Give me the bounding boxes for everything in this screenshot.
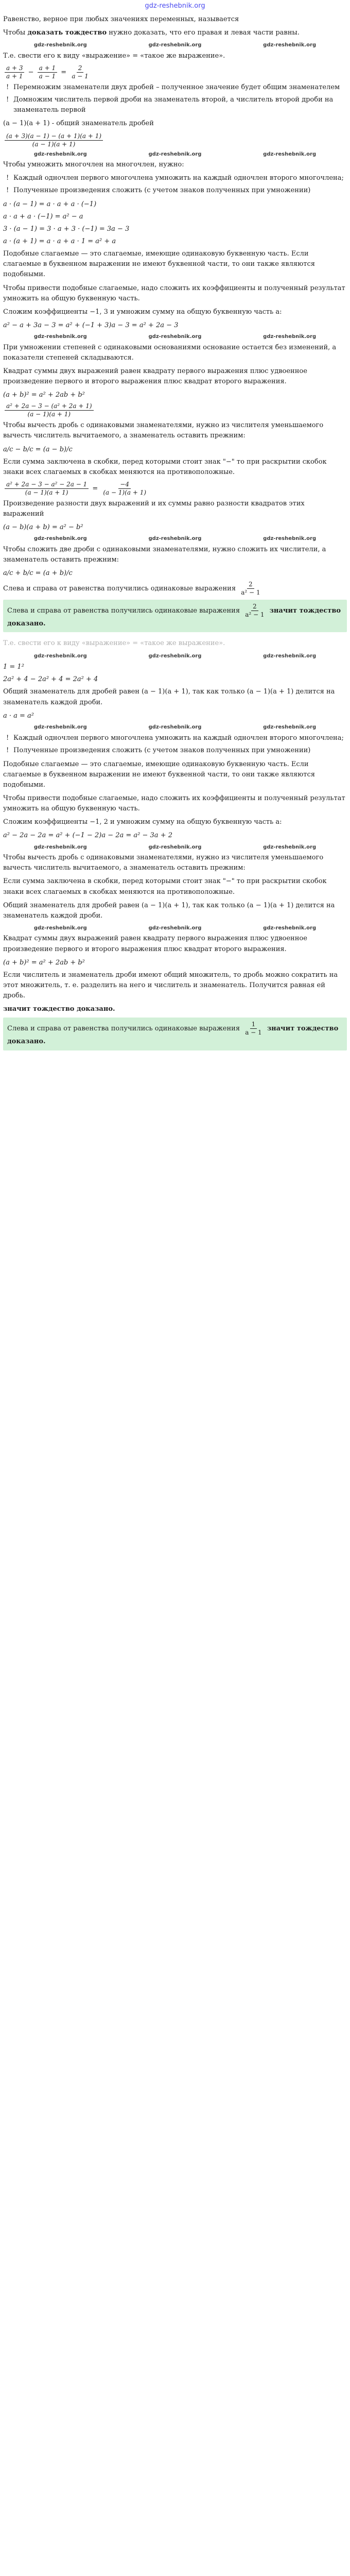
fraction <box>243 1021 263 1037</box>
difference-squares-rule: Произведение разности двух выражений и их суммы равно разности квадратов этих выражений <box>3 500 305 518</box>
difference-squares-formula: (a − b)(a + b) = a² − b² <box>3 523 83 532</box>
common-denominator-line: (a − 1)(a + 1) - общий знаменатель дробей <box>3 120 154 128</box>
list-item-text: Домножим числитель первой дроби на знаменатель второй, а числитель второй дроби на знаменатель первой <box>13 96 334 114</box>
paragraph: Чтобы вычесть дробь с одинаковыми знаменателями, нужно из числителя уменьшаемого вычесть числитель вычитаемого, а знаменатель оставить прежним: <box>3 854 324 872</box>
subtract-formula: a/c − b/c = (a − b)/c <box>3 445 73 453</box>
fraction <box>70 64 90 80</box>
math-line: 2a² + 4 − 2a² + 4 = 2a² + 4 <box>3 675 98 684</box>
watermark: gdz-reshebnik.org <box>263 925 317 931</box>
fraction-denominator: (a − 1)(a + 1) <box>103 489 147 496</box>
watermark: gdz-reshebnik.org <box>148 925 202 931</box>
proved-callout <box>3 600 347 632</box>
watermark: gdz-reshebnik.org <box>148 653 202 659</box>
fraction-numerator: 2 <box>247 581 254 589</box>
watermark-row <box>3 150 347 159</box>
similar-terms-paragraph: Подобные слагаемые — это слагаемые, имеющие одинаковую буквенную часть. Если слагаемые в буквенном выражении не имеют буквенной части, то они также являются подобными. <box>3 250 315 279</box>
watermark: gdz-reshebnik.org <box>33 536 87 542</box>
list-item <box>3 173 347 183</box>
math-line: (a + b)² = a² + 2ab + b² <box>3 958 85 967</box>
fraction <box>101 481 148 497</box>
callout-text: Слева и справа от равенства получились одинаковые выражения <box>7 1025 240 1033</box>
example-line: 3 · (a − 1) = 3 · a + 3 · (−1) = 3a − 3 <box>3 225 130 233</box>
watermark: gdz-reshebnik.org <box>263 844 317 850</box>
same-denominator-formula: a/c + b/c = (a + b)/c <box>3 569 73 578</box>
expression-fraction <box>3 132 347 148</box>
fraction-numerator: a² + 2a − 3 − (a² + 2a + 1) <box>5 402 94 411</box>
watermark: gdz-reshebnik.org <box>33 844 87 850</box>
intro-paragraph: Т.е. свести его к виду «выражение» = «такое же выражение». <box>3 639 225 648</box>
example-line: a · a + a · (−1) = a² − a <box>3 212 83 221</box>
math-line: 1 = 1² <box>3 663 24 671</box>
degree-note: При умножении степеней с одинаковыми основаниями основание остается без изменений, а показатели степеней складываются. <box>3 343 337 362</box>
watermark: gdz-reshebnik.org <box>33 653 87 659</box>
paragraph: Чтобы привести подобные слагаемые, надо сложить их коэффициенты и полученный результат умножить на общую буквенную часть. <box>3 794 345 813</box>
watermark: gdz-reshebnik.org <box>33 724 87 730</box>
fraction-denominator: a + 1 <box>6 73 23 80</box>
identity-equation: $\frac{a + 3}{a + 1}$ − $\frac{a + 1}{a - 1}$ = $\frac{2}{a - 1}$ <box>3 64 347 80</box>
watermark: gdz-reshebnik.org <box>148 844 202 850</box>
watermark: gdz-reshebnik.org <box>263 334 317 340</box>
fraction <box>5 132 103 148</box>
list-bullet-icon: ! <box>6 747 9 755</box>
watermark: gdz-reshebnik.org <box>33 925 87 931</box>
task-paragraph <box>3 28 347 38</box>
list-item-text: Полученные произведения сложить (с учетом знаков полученных при умножении) <box>13 187 311 195</box>
intro-paragraph <box>3 14 347 25</box>
paragraph: Если числитель и знаменатель дроби имеют общий множитель, то дробь можно сократить на этот множитель, т. е. разделить на него и числитель и знаменатель. Получится равная ей дробь. <box>3 971 338 1000</box>
proved-text: значит тождество доказано. <box>7 1025 339 1046</box>
watermark-row <box>3 924 347 933</box>
list-item <box>3 95 347 115</box>
solution-one <box>3 14 347 632</box>
watermark-row <box>3 843 347 852</box>
callout-text: Слева и справа от равенства получились одинаковые выражения <box>7 607 240 615</box>
fraction-denominator: a² − 1 <box>245 611 265 619</box>
list-bullet-icon: ! <box>6 187 9 195</box>
watermark: gdz-reshebnik.org <box>148 724 202 730</box>
fraction-denominator: (a − 1)(a + 1) <box>32 140 76 148</box>
multiply-intro: Чтобы умножить многочлен на многочлен, нужно: <box>3 161 184 169</box>
fraction-denominator: (a − 1)(a + 1) <box>27 411 71 418</box>
paragraph: Общий знаменатель для дробей равен (a − 1)(a + 1), так как только (a − 1)(a + 1) делится на знаменатель каждой дроби. <box>3 901 335 920</box>
proved-text: значит тождество доказано. <box>7 607 341 628</box>
fraction-denominator: a − 1 <box>72 73 89 80</box>
fraction <box>38 64 57 80</box>
math-line: a · a = a² <box>3 711 34 720</box>
paragraph: Общий знаменатель для дробей равен (a − 1)(a + 1), так как только (a − 1)(a + 1) делится на знаменатель каждой дроби. <box>3 688 335 706</box>
fraction <box>5 481 89 497</box>
conclusion-line <box>3 581 347 597</box>
fraction-denominator: a − 1 <box>245 1029 262 1037</box>
same-denominator-rule: Чтобы сложить две дроби с одинаковыми знаменателями, нужно сложить их числители, а знаменатель оставить прежним: <box>3 545 326 564</box>
fraction <box>243 603 266 619</box>
fraction-denominator: a − 1 <box>39 73 56 80</box>
list-bullet-icon: ! <box>6 83 9 92</box>
square-formula: (a + b)² = a² + 2ab + b² <box>3 391 85 399</box>
watermark: gdz-reshebnik.org <box>33 334 87 340</box>
watermark: gdz-reshebnik.org <box>148 334 202 340</box>
watermark-row <box>3 333 347 341</box>
list-item <box>3 185 347 196</box>
fraction-numerator: −4 <box>118 481 131 489</box>
list-item-text: Каждый одночлен первого многочлена умножить на каждый одночлен второго многочлена; <box>13 174 344 182</box>
bring-similar-paragraph: Чтобы привести подобные слагаемые, надо сложить их коэффициенты и полученный результат умножить на общую буквенную часть. <box>3 284 345 302</box>
conclusion-text: Слева и справа от равенства получились одинаковые выражения <box>3 585 236 593</box>
watermark-row <box>3 535 347 543</box>
intro2-paragraph: Т.е. свести его к виду «выражение» = «такое же выражение». <box>3 52 225 60</box>
list-item <box>3 82 347 93</box>
expansion-fraction <box>3 402 347 418</box>
task-bold-text: доказать тождество <box>27 29 107 37</box>
paragraph: значит тождество доказано. <box>3 1005 115 1013</box>
watermark-row <box>3 41 347 49</box>
math-line: a² − 2a − 2a = a² + (−1 − 2)a − 2a = a² − 3a + 2 <box>3 832 172 840</box>
watermark: gdz-reshebnik.org <box>263 653 317 659</box>
task-text-start: Чтобы <box>3 29 26 37</box>
list-item <box>3 733 347 743</box>
watermark: gdz-reshebnik.org <box>33 151 87 157</box>
paragraph: Квадрат суммы двух выражений равен квадрату первого выражения плюс удвоенное произведение первого и второго выражения плюс квадрат второго выражения. <box>3 935 307 953</box>
list-item-text: Перемножим знаменатели двух дробей – полученное значение будет общим знаменателем <box>13 83 340 92</box>
calculation-line: a² − a + 3a − 3 = a² + (−1 + 3)a − 3 = a² + 2a − 3 <box>3 321 179 329</box>
paragraph: Подобные слагаемые — это слагаемые, имеющие одинаковую буквенную часть. Если слагаемые в буквенном выражении не имеют буквенной части, то они также являются подобными. <box>3 760 315 789</box>
watermark: gdz-reshebnik.org <box>148 42 202 48</box>
calculation-fraction: $\frac{\text{a² + 2a − 3 − a² − 2a − 1}}{(a - 1)(a + 1)}$ = $\frac{-4}{(a - 1)(a + 1)}$ <box>3 481 347 497</box>
multiply-rules-list <box>3 173 347 196</box>
paragraph: Если сумма заключена в скобки, перед которыми стоит знак "−" то при раскрытии скобок знаки всех слагаемых в скобках меняются на противоположные. <box>3 877 327 896</box>
fraction-numerator: a² + 2a − 3 − a² − 2a − 1 <box>5 481 89 489</box>
solution-two <box>3 638 347 1050</box>
fraction-numerator: 2 <box>77 64 84 73</box>
task-text-end: нужно доказать, что его правая и левая части равны. <box>109 29 300 37</box>
watermark-row <box>3 723 347 732</box>
watermark: gdz-reshebnik.org <box>148 536 202 542</box>
fraction-numerator: a + 3 <box>5 64 24 73</box>
list-item-text: Полученные произведения сложить (с учетом знаков полученных при умножении) <box>13 747 311 755</box>
list-bullet-icon: ! <box>6 734 9 742</box>
proved-callout <box>3 1018 347 1050</box>
square-sum-rule: Квадрат суммы двух выражений равен квадрату первого выражения плюс удвоенное произведение первого и второго выражения плюс квадрат второго выражения. <box>3 367 307 386</box>
fraction-numerator: (a + 3)(a − 1) − (a + 1)(a + 1) <box>5 132 103 141</box>
watermark: gdz-reshebnik.org <box>263 42 317 48</box>
list-bullet-icon: ! <box>6 174 9 182</box>
fraction-numerator: 1 <box>250 1021 257 1029</box>
bracket-rule: Если сумма заключена в скобки, перед которыми стоит знак "−" то при раскрытии скобок знаки всех слагаемых в скобках меняются на противоположные. <box>3 457 327 476</box>
fraction-denominator: a² − 1 <box>241 589 260 597</box>
multiply-rules-list <box>3 733 347 756</box>
example-line: a · (a + 1) = a · a + a · 1 = a² + a <box>3 237 116 245</box>
coefficient-note: Сложим коэффициенты −1, 3 и умножим сумму на общую буквенную часть a: <box>3 308 282 316</box>
watermark: gdz-reshebnik.org <box>33 42 87 48</box>
fraction-numerator: a + 1 <box>38 64 57 73</box>
intro-text: Равенство, верное при любых значениях переменных, называется <box>3 15 239 24</box>
list-item-text: Каждый одночлен первого многочлена умножить на каждый одночлен второго многочлена; <box>13 734 344 742</box>
list-item <box>3 745 347 756</box>
fraction <box>5 64 24 80</box>
watermark: gdz-reshebnik.org <box>263 536 317 542</box>
example-line: a · (a − 1) = a · a + a · (−1) <box>3 200 97 208</box>
watermark: gdz-reshebnik.org <box>263 151 317 157</box>
paragraph: Сложим коэффициенты −1, 2 и умножим сумму на общую буквенную часть a: <box>3 818 282 826</box>
steps-list <box>3 82 347 115</box>
watermark-row <box>3 652 347 660</box>
watermark: gdz-reshebnik.org <box>263 724 317 730</box>
fraction <box>239 581 261 597</box>
site-domain-link[interactable]: gdz-reshebnik.org <box>145 2 205 10</box>
subtract-rule: Чтобы вычесть дробь с одинаковыми знаменателями, нужно из числителя уменьшаемого вычесть числитель вычитаемого, а знаменатель оставить прежним: <box>3 421 324 440</box>
fraction-denominator: (a − 1)(a + 1) <box>25 489 68 496</box>
list-bullet-icon: ! <box>6 96 9 104</box>
watermark: gdz-reshebnik.org <box>148 151 202 157</box>
fraction <box>5 402 94 418</box>
fraction-numerator: 2 <box>251 603 258 611</box>
